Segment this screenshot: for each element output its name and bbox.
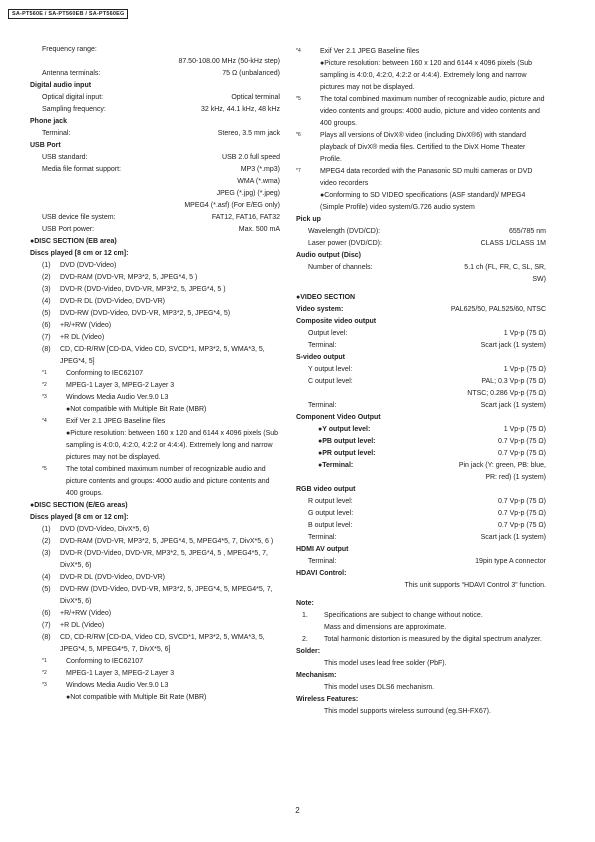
footnote <box>30 692 280 704</box>
composite-terminal-row <box>296 340 546 352</box>
section-title: Wireless Features: <box>296 696 359 703</box>
media-format-row <box>30 164 280 176</box>
spec-label: ●PR output level: <box>318 450 376 457</box>
discs-played-title: Discs played [8 cm or 12 cm]: <box>30 514 129 521</box>
spec-label: Terminal: <box>42 130 71 137</box>
item-number: (5) <box>42 586 51 593</box>
item-number: (3) <box>42 550 51 557</box>
spec-value: 75 Ω (unbalanced) <box>222 70 280 77</box>
solder-text: This model uses lead free solder (PbF). <box>324 660 447 667</box>
component-pr-row <box>296 448 546 460</box>
disc-item <box>30 320 280 332</box>
spec-value-cont: PR: red) (1 system) <box>485 474 546 481</box>
footnote-mark <box>42 428 66 464</box>
footnote-text: The total combined maximum number of recognizable audio, picture and video contents and groups: 4000 audio, picture and video contents and 400 groups. <box>320 96 545 127</box>
item-number: (6) <box>42 610 51 617</box>
footnote-mark: *6 <box>296 132 301 138</box>
spec-value: 0.7 Vp-p (75 Ω) <box>497 510 546 517</box>
disc-item <box>30 296 280 308</box>
footnote-text: ●Not compatible with Multiple Bit Rate (MBR) <box>66 406 207 413</box>
footnote <box>30 392 280 404</box>
note-text: Specifications are subject to change without notice. <box>324 612 483 619</box>
spec-value: Scart jack (1 system) <box>480 534 546 541</box>
item-number: (8) <box>42 346 51 353</box>
footnote <box>296 166 546 190</box>
footnote-mark: *1 <box>42 370 47 376</box>
spec-label: Video system: <box>296 306 344 313</box>
item-number: (1) <box>42 262 51 269</box>
note-title: Note: <box>296 600 314 607</box>
phone-terminal-row <box>30 128 280 140</box>
optical-row <box>30 92 280 104</box>
disc-item <box>30 536 280 548</box>
item-number: (4) <box>42 298 51 305</box>
disc-item <box>30 332 280 344</box>
right-column <box>296 46 546 718</box>
footnote <box>296 130 546 166</box>
item-number: (4) <box>42 574 51 581</box>
item-number: (5) <box>42 310 51 317</box>
spec-value: Scart jack (1 system) <box>480 342 546 349</box>
section-title: ●VIDEO SECTION <box>296 294 356 301</box>
footnote-text: ●Picture resolution: between 160 x 120 and 6144 x 4096 pixels (Sub sampling is 4:0:0, 4:2:0, 4:2:2 or 4:4:4). Extremely long and narrow pictures may not be displayed. <box>320 60 533 91</box>
fm-frequency-row <box>30 44 280 56</box>
footnote-text: MPEG-1 Layer 3, MPEG-2 Layer 3 <box>66 670 175 677</box>
footnote <box>30 404 280 416</box>
spec-value: MP3 (*.mp3) <box>240 166 280 173</box>
spec-value: CLASS 1/CLASS 1M <box>480 240 546 247</box>
footnote <box>30 368 280 380</box>
spec-value: Optical terminal <box>231 94 280 101</box>
item-text: DVD-R DL (DVD-Video, DVD-VR) <box>60 574 166 581</box>
footnote-text: Windows Media Audio Ver.9.0 L3 <box>66 394 169 401</box>
footnote-text: ●Conforming to SD VIDEO specifications (ASF standard)/ MPEG4 (Simple Profile) video system/G.726 audio system <box>320 192 526 211</box>
video-system-row <box>296 304 546 316</box>
item-text: DVD-R (DVD-Video, DVD-VR, MP3*2, 5, JPEG*4, 5 ) <box>60 286 226 293</box>
item-text: +R DL (Video) <box>60 622 105 629</box>
disc-item <box>30 608 280 620</box>
disc-list <box>30 260 280 368</box>
footnote-text: ●Not compatible with Multiple Bit Rate (MBR) <box>66 694 207 701</box>
item-text: DVD-RAM (DVD-VR, MP3*2, 5, JPEG*4, 5 ) <box>60 274 198 281</box>
section-title: Solder: <box>296 648 321 655</box>
spec-value: PAL; 0.3 Vp-p (75 Ω) <box>481 378 546 385</box>
left-column <box>30 44 280 704</box>
footnote <box>30 680 280 692</box>
spec-label: Media file format support: <box>42 166 121 173</box>
spec-value: USB 2.0 full speed <box>222 154 280 161</box>
spec-label: Output level: <box>308 330 348 337</box>
item-number: (7) <box>42 334 51 341</box>
format-value: JPEG (*.jpg) (*.jpeg) <box>216 190 280 197</box>
footnote-text: Conforming to IEC62107 <box>66 658 144 665</box>
spec-label: Number of channels: <box>308 264 373 271</box>
page-number: 2 <box>295 806 300 815</box>
footnote-mark <box>296 58 320 94</box>
spec-label: B output level: <box>308 522 353 529</box>
item-text: DVD (DVD-Video, DivX*5, 6) <box>60 526 150 533</box>
footnote-mark: *7 <box>296 168 301 174</box>
spec-label: Terminal: <box>308 342 337 349</box>
footnote <box>30 428 280 464</box>
footnote-mark: *3 <box>42 682 47 688</box>
note-text: Total harmonic distortion is measured by the digital spectrum analyzer. <box>324 636 542 643</box>
spec-value: Max. 500 mA <box>238 226 280 233</box>
rgb-r-row <box>296 496 546 508</box>
item-number: (2) <box>42 274 51 281</box>
item-text: DVD-R DL (DVD-Video, DVD-VR) <box>60 298 166 305</box>
spec-value: Stereo, 3.5 mm jack <box>217 130 280 137</box>
footnote <box>296 94 546 130</box>
spec-value: Scart jack (1 system) <box>480 402 546 409</box>
antenna-row <box>30 68 280 80</box>
footnote-text: Windows Media Audio Ver.9.0 L3 <box>66 682 169 689</box>
note-number <box>302 622 324 634</box>
footnote-text: Plays all versions of DivX® video (including DivX®6) with standard playback of DivX® media files. Certified to the DivX Home Theater Profile. <box>320 132 527 163</box>
rgb-g-row <box>296 508 546 520</box>
spec-label: Frequency range: <box>42 46 97 53</box>
usb-power-row <box>30 224 280 236</box>
disc-item <box>30 584 280 608</box>
footnote <box>30 380 280 392</box>
item-text: DVD-R (DVD-Video, DVD-VR, MP3*2, 5, JPEG*4, 5 , MPEG4*5, 7, DivX*5, 6) <box>60 550 268 569</box>
subsection-title: HDMI AV output <box>296 546 349 553</box>
footnote-text: MPEG4 data recorded with the Panasonic SD multi cameras or DVD video recorders <box>320 168 533 187</box>
laser-row <box>296 238 546 250</box>
footnote-mark: *3 <box>42 394 47 400</box>
item-text: DVD-RW (DVD-Video, DVD-VR, MP3*2, 5, JPEG*4, 5) <box>60 310 231 317</box>
spec-label: ●Y output level: <box>318 426 371 433</box>
disc-item <box>30 524 280 536</box>
spec-label: Terminal: <box>308 402 337 409</box>
item-text: CD, CD-R/RW [CD-DA, Video CD, SVCD*1, MP3*2, 5, WMA*3, 5, JPEG*4, 5] <box>60 346 265 365</box>
note-item <box>296 610 546 622</box>
format-value: MPEG4 (*.asf) (For E/EG only) <box>184 202 280 209</box>
discs-played-title: Discs played [8 cm or 12 cm]: <box>30 250 129 257</box>
section-title: ●DISC SECTION (EB area) <box>30 238 117 245</box>
spec-value: 655/785 nm <box>509 228 546 235</box>
footnote <box>30 656 280 668</box>
component-pb-row <box>296 436 546 448</box>
svideo-c-row <box>296 376 546 388</box>
section-title: Audio output (Disc) <box>296 252 361 259</box>
footnote <box>296 190 546 214</box>
subsection-title: Component Video Output <box>296 414 381 421</box>
footnote-list <box>296 46 546 214</box>
footnote <box>30 668 280 680</box>
wavelength-row <box>296 226 546 238</box>
note-number: 2. <box>302 636 308 643</box>
spec-value: PAL625/50, PAL525/60, NTSC <box>450 306 546 313</box>
disc-item <box>30 620 280 632</box>
footnote-mark <box>42 692 66 704</box>
disc-item <box>30 308 280 320</box>
channels-row <box>296 262 546 274</box>
spec-value: 1 Vp-p (75 Ω) <box>503 366 546 373</box>
spec-label: Laser power (DVD/CD): <box>308 240 382 247</box>
footnote-text: Conforming to IEC62107 <box>66 370 144 377</box>
spec-value: 5.1 ch (FL, FR, C, SL, SR, <box>464 264 546 271</box>
section-title: Digital audio input <box>30 82 92 89</box>
disc-item <box>30 284 280 296</box>
footnote-text: MPEG-1 Layer 3, MPEG-2 Layer 3 <box>66 382 175 389</box>
section-title: Phone jack <box>30 118 67 125</box>
sampling-row <box>30 104 280 116</box>
spec-value: 32 kHz, 44.1 kHz, 48 kHz <box>201 106 280 113</box>
wireless-text: This model supports wireless surround (eg.SH-FX67). <box>324 708 491 715</box>
spec-label: R output level: <box>308 498 353 505</box>
footnote-text: Exif Ver 2.1 JPEG Baseline files <box>66 418 166 425</box>
spec-value: 1 Vp-p (75 Ω) <box>503 330 546 337</box>
subsection-title: RGB video output <box>296 486 356 493</box>
disc-item <box>30 272 280 284</box>
footnote-text: ●Picture resolution: between 160 x 120 and 6144 x 4096 pixels (Sub sampling is 4:0:0, 4:2:0, 4:2:2 or 4:4:4). Extremely long and narrow pictures may not be displayed. <box>66 430 279 461</box>
item-text: DVD (DVD-Video) <box>60 262 117 269</box>
spec-label: USB Port power: <box>42 226 95 233</box>
mechanism-text: This model uses DLS6 mechanism. <box>324 684 435 691</box>
item-text: CD, CD-R/RW [CD-DA, Video CD, SVCD*1, MP3*2, 5, WMA*3, 5, JPEG*4, 5, MPEG4*5, 7, DivX*5, 6] <box>60 634 265 653</box>
fm-frequency-value: 87.50-108.00 MHz (50-kHz step) <box>178 58 280 65</box>
spec-value: FAT12, FAT16, FAT32 <box>211 214 280 221</box>
footnote-mark: *2 <box>42 670 47 676</box>
subsection-title: Composite video output <box>296 318 377 325</box>
disc-item <box>30 344 280 368</box>
item-number: (8) <box>42 634 51 641</box>
spec-value: 1 Vp-p (75 Ω) <box>503 426 546 433</box>
item-number: (1) <box>42 526 51 533</box>
component-y-row <box>296 424 546 436</box>
spec-label: G output level: <box>308 510 354 517</box>
spec-value: 0.7 Vp-p (75 Ω) <box>497 498 546 505</box>
spec-label: C output level: <box>308 378 353 385</box>
spec-label: Antenna terminals: <box>42 70 101 77</box>
spec-label: ●Terminal: <box>318 462 354 469</box>
footnote <box>30 416 280 428</box>
section-title: USB Port <box>30 142 61 149</box>
footnote-text: Exif Ver 2.1 JPEG Baseline files <box>320 48 420 55</box>
disc-item <box>30 548 280 572</box>
disc-item <box>30 260 280 272</box>
spec-label: Terminal: <box>308 534 337 541</box>
spec-label: ●PB output level: <box>318 438 376 445</box>
footnote-mark: *1 <box>42 658 47 664</box>
item-number: (3) <box>42 286 51 293</box>
footnote-mark: *5 <box>42 466 47 472</box>
subsection-title: S-video output <box>296 354 345 361</box>
svideo-y-row <box>296 364 546 376</box>
model-header: SA-PT560E / SA-PT560EB / SA-PT560EG <box>8 9 128 19</box>
spec-value: Pin jack (Y: green, PB: blue, <box>458 462 546 469</box>
footnote <box>30 464 280 500</box>
footnote-mark: *2 <box>42 382 47 388</box>
footnote <box>296 58 546 94</box>
footnote-mark: *4 <box>296 48 301 54</box>
spec-value: 0.7 Vp-p (75 Ω) <box>497 438 546 445</box>
spec-label: USB standard: <box>42 154 88 161</box>
item-text: DVD-RW (DVD-Video, DVD-VR, MP3*2, 5, JPEG*4, 5, MPEG4*5, 7, DivX*5, 6) <box>60 586 273 605</box>
section-title: Mechanism: <box>296 672 337 679</box>
spec-value: 0.7 Vp-p (75 Ω) <box>497 450 546 457</box>
spec-label: Wavelength (DVD/CD): <box>308 228 381 235</box>
format-value: WMA (*.wma) <box>237 178 280 185</box>
footnote-mark <box>42 404 66 416</box>
note-text: Mass and dimensions are approximate. <box>324 624 447 631</box>
note-list <box>296 610 546 646</box>
spec-value: 0.7 Vp-p (75 Ω) <box>497 522 546 529</box>
footnote-mark <box>296 190 320 214</box>
footnote-list <box>30 368 280 500</box>
hdmi-terminal-row <box>296 556 546 568</box>
spec-label: Optical digital input: <box>42 94 104 101</box>
rgb-b-row <box>296 520 546 532</box>
section-title: Pick up <box>296 216 321 223</box>
spec-value-cont: NTSC; 0.286 Vp-p (75 Ω) <box>467 390 546 397</box>
usb-standard-row <box>30 152 280 164</box>
item-number: (6) <box>42 322 51 329</box>
item-text: +R/+RW (Video) <box>60 322 112 329</box>
rgb-terminal-row <box>296 532 546 544</box>
item-number: (2) <box>42 538 51 545</box>
usb-fs-row <box>30 212 280 224</box>
footnote-text: The total combined maximum number of recognizable audio and picture contents and groups: 4000 audio and picture contents and 400 groups. <box>66 466 270 497</box>
item-text: DVD-RAM (DVD-VR, MP3*2, 5, JPEG*4, 5, MPEG4*5, 7, DivX*5, 6 ) <box>60 538 274 545</box>
item-number: (7) <box>42 622 51 629</box>
svideo-terminal-row <box>296 400 546 412</box>
note-item <box>296 622 546 634</box>
hdavi-text: This unit supports “HDAVI Control 3” function. <box>404 582 546 589</box>
disc-list <box>30 524 280 656</box>
spec-value: 19pin type A connector <box>475 558 546 565</box>
item-text: +R DL (Video) <box>60 334 105 341</box>
spec-label: Terminal: <box>308 558 337 565</box>
composite-level-row <box>296 328 546 340</box>
disc-item <box>30 632 280 656</box>
spec-label: USB device file system: <box>42 214 116 221</box>
footnote-mark: *5 <box>296 96 301 102</box>
section-title: ●DISC SECTION (E/EG areas) <box>30 502 128 509</box>
subsection-title: HDAVI Control: <box>296 570 347 577</box>
footnote <box>296 46 546 58</box>
spec-label: Y output level: <box>308 366 353 373</box>
component-terminal-row <box>296 460 546 472</box>
note-number: 1. <box>302 612 308 619</box>
footnote-list <box>30 656 280 704</box>
disc-item <box>30 572 280 584</box>
note-item <box>296 634 546 646</box>
spec-value-cont: SW) <box>532 276 546 283</box>
item-text: +R/+RW (Video) <box>60 610 112 617</box>
spec-label: Sampling frequency: <box>42 106 106 113</box>
footnote-mark: *4 <box>42 418 47 424</box>
